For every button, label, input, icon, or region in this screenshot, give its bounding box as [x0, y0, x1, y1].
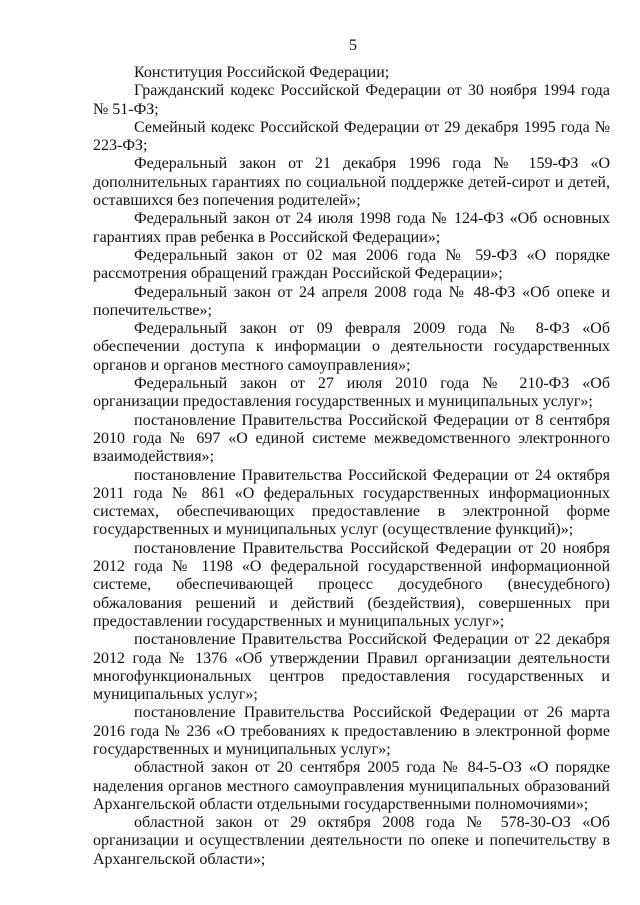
list-item: Конституция Российской Федерации; [134, 64, 390, 81]
list-item: Федеральный закон от 02 мая 2006 года № 59-ФЗ «О порядке рассмотрения обращений граждан Российской Федерации»; [93, 246, 610, 283]
list-item: постановление Правительства Российской Федерации от 24 октября 2011 года № 861 «О федеральных государственных информационных системах, обеспечивающих предоставление в электронной форме государственных и муниципальных услуг (осуществление функций)»; [93, 466, 610, 539]
page-number: 5 [349, 37, 357, 54]
list-item: Семейный кодекс Российской Федерации от 29 декабря 1995 года № 223-ФЗ; [93, 118, 610, 155]
list-item: Федеральный закон от 21 декабря 1996 года № 159-ФЗ «О дополнительных гарантиях по социальной поддержке детей-сирот и детей, оставшихся без попечения родителей»; [93, 155, 610, 210]
list-item: постановление Правительства Российской Федерации от 22 декабря 2012 года № 1376 «Об утверждении Правил организации деятельности многофункциональных центров предоставления государственных и муниципальных услуг»; [93, 631, 610, 704]
list-item: постановление Правительства Российской Федерации от 20 ноября 2012 года № 1198 «О федеральной государственной информационной системе, обеспечивающей процесс досудебного (внесудебного) обжалования решений и действий (бездействия), совершенных при предоставлении государственных и муниципальных услуг»; [93, 539, 610, 630]
list-item: Федеральный закон от 09 февраля 2009 года № 8-ФЗ «Об обеспечении доступа к информации о деятельности государственных органов и органов местного самоуправления»; [93, 320, 610, 374]
legal-basis-list [93, 64, 610, 869]
list-item: областной закон от 29 октября 2008 года № 578-30-ОЗ «Об организации и осуществлении деятельности по опеке и попечительству в Архангельской области»; [93, 814, 610, 868]
list-item: постановление Правительства Российской Федерации от 8 сентября 2010 года № 697 «О единой системе межведомственного электронного взаимодействия»; [93, 411, 610, 466]
list-item: Федеральный закон от 24 апреля 2008 года № 48-ФЗ «Об опеке и попечительстве»; [93, 283, 610, 319]
list-item: Гражданский кодекс Российской Федерации от 30 ноября 1994 года № 51-ФЗ; [93, 82, 610, 118]
list-item: Федеральный закон от 27 июля 2010 года № 210-ФЗ «Об организации предоставления государственных и муниципальных услуг»; [93, 375, 610, 411]
list-item: постановление Правительства Российской Федерации от 26 марта 2016 года № 236 «О требованиях к предоставлению в электронной форме государственных и муниципальных услуг»; [93, 704, 610, 758]
list-item: областной закон от 20 сентября 2005 года № 84-5-ОЗ «О порядке наделения органов местного самоуправления муниципальных образований Архангельской области отдельными государственными полномочиями»; [93, 759, 610, 813]
list-item: Федеральный закон от 24 июля 1998 года № 124-ФЗ «Об основных гарантиях прав ребенка в Российской Федерации»; [93, 210, 610, 246]
